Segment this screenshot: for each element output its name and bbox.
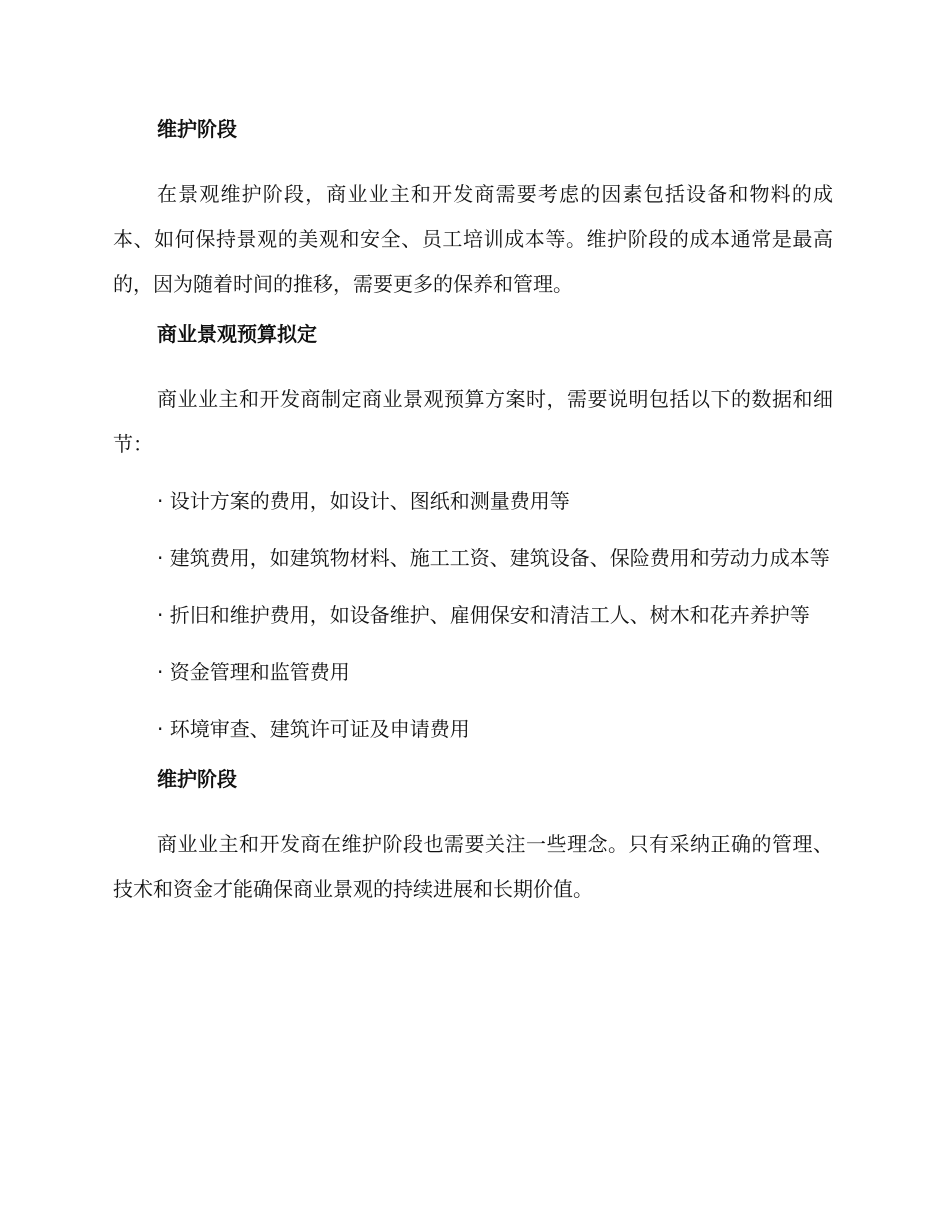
list-item: · 设计方案的费用，如设计、图纸和测量费用等 <box>157 489 570 513</box>
section-paragraph-budget: 商业业主和开发商制定商业景观预算方案时，需要说明包括以下的数据和细节： <box>113 387 833 456</box>
list-item: · 环境审查、建筑许可证及申请费用 <box>157 717 470 741</box>
section-heading-budget: 商业景观预算拟定 <box>157 322 317 346</box>
document-body <box>113 114 833 924</box>
section-heading-maintenance: 维护阶段 <box>157 117 237 141</box>
section-heading-maintenance-2: 维护阶段 <box>157 767 237 791</box>
list-item: · 建筑费用，如建筑物材料、施工工资、建筑设备、保险费用和劳动力成本等 <box>157 546 830 570</box>
section-paragraph-maintenance-2: 商业业主和开发商在维护阶段也需要关注一些理念。只有采纳正确的管理、技术和资金才能确保商业景观的持续进展和长期价值。 <box>113 832 833 901</box>
list-item: · 折旧和维护费用，如设备维护、雇佣保安和清洁工人、树木和花卉养护等 <box>157 603 810 627</box>
list-item: · 资金管理和监管费用 <box>157 660 350 684</box>
section-paragraph-maintenance: 在景观维护阶段，商业业主和开发商需要考虑的因素包括设备和物料的成本、如何保持景观的美观和安全、员工培训成本等。维护阶段的成本通常是最高的，因为随着时间的推移，需要更多的保养和管理。 <box>113 182 833 296</box>
